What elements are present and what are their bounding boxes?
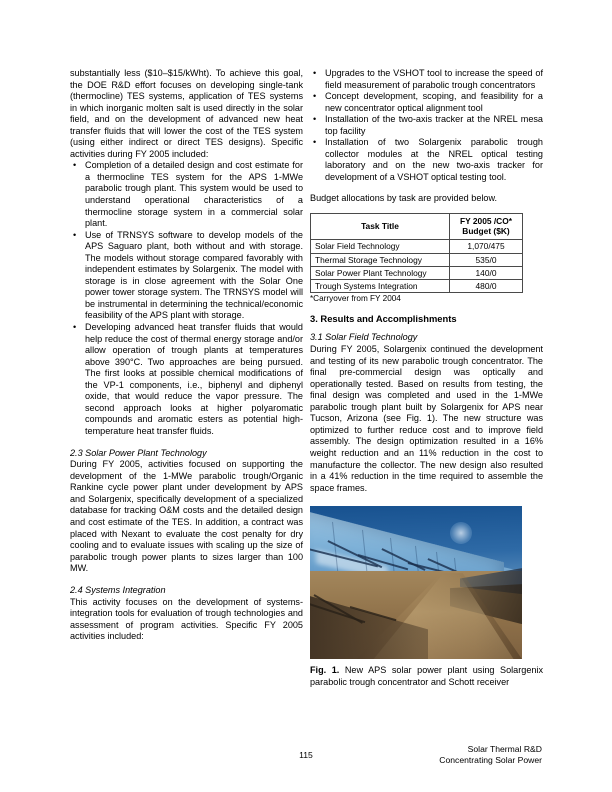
list-item [310,137,543,183]
cell-task-title: Thermal Storage Technology [311,253,450,266]
page-number: 115 [299,750,313,760]
figure-1 [310,506,543,688]
cell-task-title: Trough Systems Integration [311,280,450,293]
bullet-icon: • [73,322,77,333]
subsection-body-2-4: This activity focuses on the development of systems-integration tools for evaluation of trough technologies and assessment of program activities. Specific FY 2005 activities included: [70,596,303,642]
left-column [70,68,303,643]
budget-intro-text: Budget allocations by task are provided below. [310,193,498,204]
subsection-body-3-1: During FY 2005, Solargenix continued the development and testing of its new parabolic trough concentrator. The final pre-commercial design was optically and operationally tested. Based on results from testing, the final design was completed and used in the 1-MWe parabolic trough plant built by Solargenix for APS near Tucson, Arizona (see Fig. 1). The new structure was optimized to further reduce cost and to improve field assembly. The design optimization resulted in a 16% weight reduction and an 11% reduction in the cost to manufacture the collector. The new design also resulted in a 41% reduction in the time required to assemble the space frames. [310,344,543,493]
list-item-text: Completion of a detailed design and cost estimate for a thermocline TES system for the APS 1-MWe parabolic trough plant. This system would be used to understand operational characteristics of a thermocline storage system in a commercial solar plant. [85,160,303,229]
table-row [311,240,523,253]
spacer [70,575,303,585]
bullet-icon: • [313,137,317,148]
subsection-body-2-3: During FY 2005, activities focused on supporting the development of the 1-MWe parabolic trough/Organic Rankine cycle power plant under development by APS and Solargenix, specifically development of a specialized database for tracking O&M costs and the detailed design and cost estimate of the TES. In addition, a contract was placed with Nexant to evaluate the cost penalty for dry cooling and to evaluate issues with scaling up the size of parabolic trough power plants to sizes larger than 100 MW. [70,459,303,574]
list-item [70,160,303,229]
list-item [310,68,543,91]
column-header-budget-line1: FY 2005 /CO* [460,216,512,227]
list-item [70,322,303,437]
bullet-icon: • [313,68,317,78]
spacer [310,304,543,313]
intro-paragraph: substantially less ($10–$15/kWht). To achieve this goal, the DOE R&D effort focuses on developing single-tank (thermocline) TES systems, application of TES systems in which inorganic molten salt is used directly in the solar field, and on the development of advanced new heat transfer fluids that will lower the cost of the TES system (using either indirect or direct TES designs). Specific activities during FY 2005 included: [70,68,303,159]
footer-text [439,744,542,765]
table-footnote: *Carryover from FY 2004 [310,294,401,304]
subsection-heading-3-1: 3.1 Solar Field Technology [310,332,418,343]
bullet-icon: • [73,229,77,240]
list-item [70,230,303,322]
footer-line-2: Concentrating Solar Power [439,754,542,765]
bullet-icon: • [73,160,77,171]
list-item [310,91,543,114]
footer-line-1: Solar Thermal R&D [467,744,542,754]
figure-label: Fig. 1. [310,665,340,676]
figure-caption [310,665,543,688]
list-item-text: Developing advanced heat transfer fluids that would help reduce the cost of thermal energy storage and/or allow operation of trough plants at temperatures above 390°C. Two approaches are being pursued. The first looks at possible chemical modifications of the VP-1 components, i.e., biphenyl and diphenyl oxide, that would reduce the vapor pressure. The second approach looks at higher polyaromatic compounds and aromatic esters as potential high-temperature heat transfer fluids. [85,322,303,436]
list-item-text: Use of TRNSYS software to develop models of the APS Saguaro plant, both without and with storage. The models without storage compared favorably with independent estimates by Solargenix. The model with storage is in close agreement with the Solar One power tower storage system. The TRNSYS model will be instrumental in determining the technical/economic feasibility of the APS plant with storage. [85,229,303,321]
spacer [310,325,543,332]
cell-budget-amount: 535/0 [450,253,523,266]
figure-caption-text: New APS solar power plant using Solargenix parabolic trough concentrator and Schott receiver [310,665,543,687]
cell-budget-amount: 480/0 [450,280,523,293]
table-row [311,253,523,266]
table-row [311,280,523,293]
table-header-row [311,214,523,240]
bullet-icon: • [313,114,317,125]
cell-budget-amount: 140/0 [450,266,523,279]
list-item-text: Concept development, scoping, and feasibility for a new concentrator optical alignment tool [325,91,543,113]
list-item-text: Upgrades to the VSHOT tool to increase the speed of field measurement of parabolic trough concentrators [325,68,543,90]
column-header-budget [450,214,523,240]
cell-task-title: Solar Power Plant Technology [311,266,450,279]
subsection-heading-2-3: 2.3 Solar Power Plant Technology [70,447,207,458]
list-item-text: Installation of two Solargenix parabolic trough collector modules at the NREL optical testing laboratory and on the new two-axis tracker for development of a VSHOT optical testing tool. [325,137,543,182]
column-header-task-title: Task Title [311,214,450,240]
left-bullet-list [70,160,303,437]
budget-table [310,213,523,293]
subsection-heading-2-4: 2.4 Systems Integration [70,584,166,595]
spacer [70,438,303,448]
section-heading-3: 3. Results and Accomplishments [310,313,457,325]
list-item [310,114,543,137]
bullet-icon: • [313,91,317,102]
photo-sun-flare [450,522,472,544]
cell-budget-amount: 1,070/475 [450,240,523,253]
solar-plant-photo [310,506,522,659]
list-item-text: Installation of the two-axis tracker at the NREL mesa top facility [325,114,543,136]
table-row [311,266,523,279]
right-bullet-list [310,68,543,183]
column-header-budget-line2: Budget ($K) [462,226,510,237]
cell-task-title: Solar Field Technology [311,240,450,253]
right-column [310,68,543,688]
